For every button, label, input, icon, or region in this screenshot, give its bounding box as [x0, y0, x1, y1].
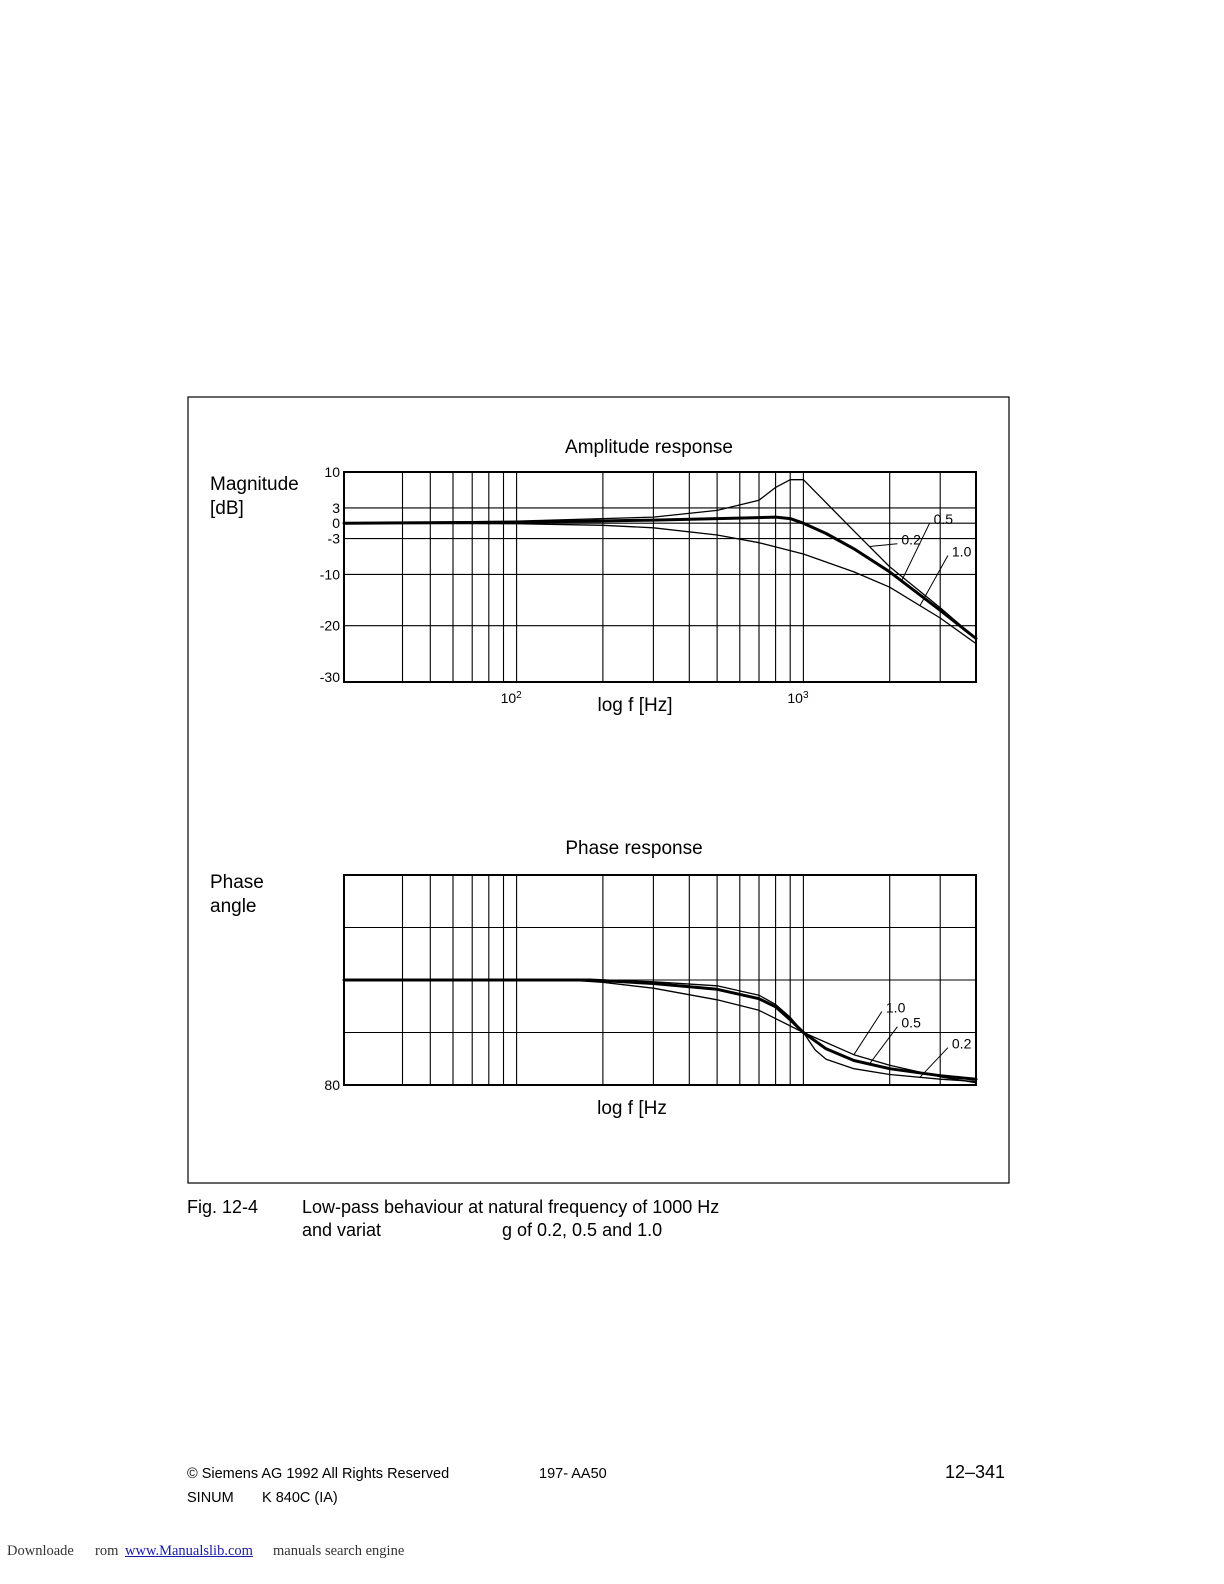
amplitude-annotation-leader — [920, 556, 948, 606]
phase-xlabel: log f [Hz — [597, 1098, 667, 1119]
amplitude-annotation-label: 1.0 — [951, 543, 972, 560]
amplitude-ytick-label: 10 — [324, 464, 340, 480]
phase-ylabel-line1: Phase — [210, 872, 264, 893]
amplitude-ytick-label: 0 — [332, 515, 340, 532]
amplitude-ytick-label: -20 — [319, 617, 340, 634]
amplitude-ytick-label: -30 — [319, 668, 340, 685]
manualslib-link[interactable]: www.Manualslib.com — [125, 1543, 253, 1559]
phase-annotation-label: 1.0 — [885, 999, 906, 1016]
amplitude-annotation-label: 0.5 — [933, 511, 954, 528]
phase-annotation-label: 0.2 — [951, 1035, 972, 1052]
footer-product-a: SINUM — [187, 1490, 234, 1506]
figure-caption-line2-end: g of 0.2, 0.5 and 1.0 — [502, 1220, 663, 1240]
amplitude-ytick-label: 3 — [332, 499, 340, 516]
footer-product-b: K 840C (IA) — [262, 1490, 338, 1506]
phase-chart — [210, 838, 976, 1119]
amplitude-ytick-label: -3 — [327, 530, 340, 547]
amplitude-plot-frame — [344, 472, 976, 682]
phase-title: Phase response — [565, 838, 703, 859]
phase-ticks — [324, 1077, 340, 1093]
amplitude-xtick-label: $10^2$ — [500, 690, 522, 706]
phase-series — [344, 980, 976, 1083]
amplitude-grid — [344, 472, 976, 682]
amplitude-ytick-label: -10 — [319, 566, 340, 583]
amplitude-annotation-label: 0.2 — [901, 531, 921, 548]
footer-copyright: © Siemens AG 1992 All Rights Reserved — [187, 1466, 450, 1482]
download-line-suffix: manuals search engine — [273, 1543, 405, 1559]
amplitude-ylabel-line2: [dB] — [210, 498, 244, 519]
download-line-middle: rom — [95, 1543, 119, 1559]
amplitude-series-line-0-2 — [344, 480, 976, 639]
amplitude-chart — [210, 437, 976, 716]
amplitude-xlabel: log f [Hz] — [597, 695, 673, 716]
phase-annotation-leader — [920, 1048, 948, 1078]
amplitude-series-line-0-5 — [344, 517, 976, 638]
amplitude-series — [344, 480, 976, 644]
figure-border — [188, 397, 1009, 1183]
figure-caption-line2-start: and variat — [302, 1220, 382, 1240]
figure-caption-line1: Low-pass behaviour at natural frequency of 1000 Hz — [302, 1197, 720, 1217]
phase-series-line-0-5 — [344, 980, 976, 1079]
footer-doc-code: 197- AA50 — [539, 1466, 607, 1482]
phase-annotation-label: 0.5 — [901, 1014, 921, 1031]
amplitude-ylabel-line1: Magnitude — [210, 474, 299, 495]
amplitude-annotation-leader — [869, 544, 897, 547]
figure-caption-number: Fig. 12-4 — [187, 1197, 259, 1217]
amplitude-ticks — [320, 464, 809, 706]
download-line-prefix: Downloade — [7, 1543, 74, 1559]
amplitude-title: Amplitude response — [565, 437, 733, 458]
footer-page-number: 12–341 — [945, 1462, 1006, 1482]
phase-ylabel-line2: angle — [210, 896, 257, 917]
amplitude-xtick-label: $10^3$ — [787, 690, 809, 706]
phase-ytick-label: 80 — [324, 1077, 340, 1093]
download-line-link[interactable] — [125, 1543, 253, 1560]
phase-annotation-leader — [854, 1012, 882, 1055]
